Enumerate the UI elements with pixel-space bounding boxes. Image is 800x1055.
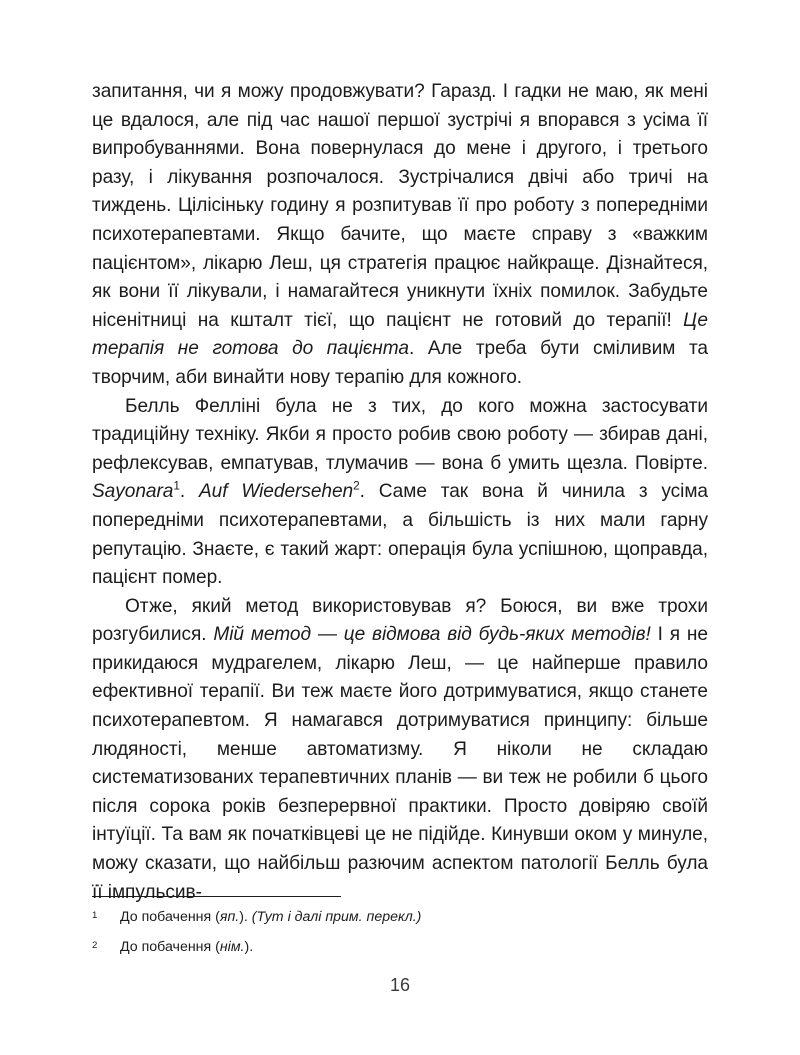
footnote-list (92, 908, 708, 957)
body-text-column (92, 78, 708, 907)
page-number: 16 (389, 975, 411, 995)
italic-run: яп. (219, 909, 240, 925)
footnote-item (92, 908, 708, 927)
italic-run: нім. (219, 939, 245, 955)
text-run: І я не прикидаюся мудрагелем, лікарю Леш, — це найперше правило ефективної терапії. Ви теж маєте його дотримуватися, якщо станете психотерапевтом. Я намагався дотримуватися принципу: більше людяності, менше автоматизму. Я ніколи не складаю систематизованих терапевтичних планів — ви теж не робили б цього після сорока років безперервної практики. Просто довіряю своїй інтуїції. Та вам як початківцеві це не підійде. Кинувши оком у минуле, можу сказати, що найбільш разючим аспектом патології Белль була її імпульсив- (92, 624, 708, 903)
footnote-marker: 2 (92, 940, 98, 951)
text-run: Отже, який метод використовував я? Боюся, ви вже трохи розгубилися. (92, 595, 708, 646)
text-run: До побачення ( (120, 909, 220, 925)
italic-run: Мій метод — це відмова від будь-яких методів! (213, 624, 651, 646)
text-run: . (179, 481, 199, 503)
italic-run: Це терапія не готова до пацієнта (92, 309, 708, 360)
body-paragraph (92, 393, 708, 593)
text-run: . Саме так вона й чинила з усіма попередніми психотерапевтами, а більшість із них мали гарну репутацію. Знаєте, є такий жарт: операція була успішною, щоправда, пацієнт помер. (92, 481, 708, 589)
footnote-item (92, 938, 708, 957)
footnote-text (120, 938, 708, 957)
footnote-reference[interactable]: 1 (173, 478, 180, 493)
text-run: До побачення ( (120, 939, 220, 955)
text-run: запитання, чи я можу продовжувати? Гаразд. І гадки не маю, як мені це вдалося, але під час нашої першої зустрічі я впорався з усіма її випробуваннями. Вона повернулася до мене і другого, і третього разу, і лікування розпочалося. Зустрічалися двічі або тричі на тиждень. Цілісіньку годину я розпитував її про роботу з попередніми психотерапевтами. Якщо бачите, що маєте справу з «важким пацієнтом», лікарю Леш, ця стратегія працює найкраще. Дізнайтеся, як вони її лікували, і намагайтеся уникнути їхніх помилок. Забудьте нісенітниці на кшталт тієї, що пацієнт не готовий до терапії! (92, 81, 708, 331)
footnote-reference[interactable]: 2 (353, 478, 360, 493)
text-run: . Але треба бути сміливим та творчим, аби винайти нову терапію для кожного. (92, 338, 709, 388)
footnote-marker: 1 (92, 910, 98, 921)
footnote-separator-rule (92, 896, 341, 897)
body-paragraph (92, 593, 708, 908)
footnotes-section (92, 896, 708, 968)
italic-run: Sayonara (92, 481, 174, 503)
italic-run: Auf Wiedersehen (198, 481, 354, 503)
body-paragraph (92, 78, 708, 393)
footnote-text (120, 908, 708, 927)
text-run: ). (239, 909, 252, 925)
text-run: ). (244, 939, 254, 955)
text-run: Белль Фелліні була не з тих, до кого можна застосувати традиційну техніку. Якби я просто робив свою роботу — збирав дані, рефлексував, емпатував, тлумачив — вона б умить щезла. Повірте. (92, 395, 708, 474)
italic-run: (Тут і далі прим. перекл.) (251, 909, 422, 925)
